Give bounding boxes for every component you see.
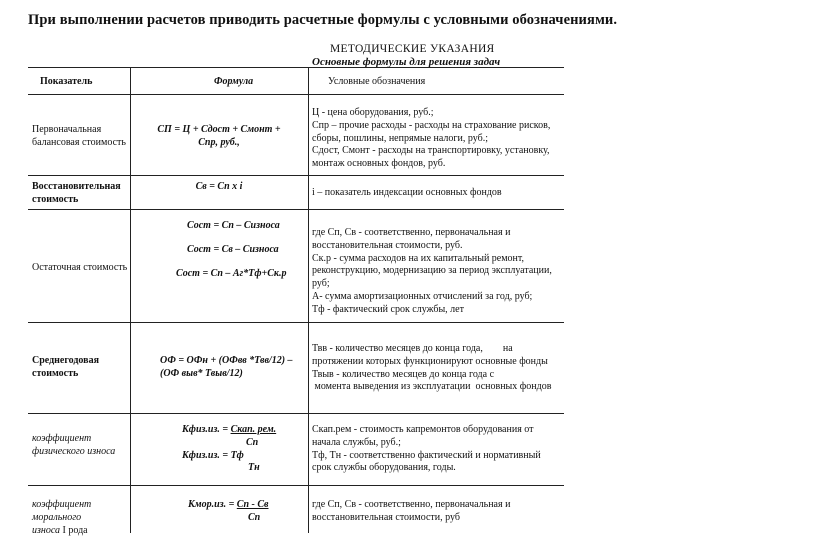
table-rule: [28, 67, 564, 68]
formula-line: [182, 450, 308, 463]
row-indicator: Остаточная стоимость: [32, 262, 128, 273]
formula-line: Сост = Сп – Аг*Тф+Ск.р: [176, 268, 287, 279]
formula-line: СП = Ц + Сдост + Смонт +: [157, 124, 281, 135]
notation-line: где Сп, Св - соответственно, первоначальная и: [312, 227, 511, 238]
notation-line: монтаж основных фондов, руб.: [312, 158, 446, 170]
row-notation: [312, 343, 564, 394]
notation-line: Спр – прочие расходы - расходы на страхование рисков,: [312, 119, 551, 131]
row-formula: [132, 124, 306, 150]
formula-line: Сост = Сп – Сизноса: [187, 220, 280, 231]
formula-numerator: Скап. рем.: [230, 424, 277, 435]
notation-line: Тф, Тн - соответственно фактический и нормативный: [312, 449, 541, 461]
table-rule: [28, 94, 564, 95]
notation-line: где Сп, Св - соответственно, первоначальная и: [312, 499, 511, 510]
formula-denominator: Сп: [246, 436, 259, 448]
formula-text: Кмор.из. =: [188, 499, 237, 510]
row-formula: [188, 499, 308, 525]
table-col-rule: [308, 67, 309, 533]
formula-line: (ОФ выв* Твыв/12): [160, 367, 243, 379]
formula-line: [182, 424, 308, 437]
indicator-line: [32, 525, 130, 537]
row-notation: [312, 227, 564, 317]
row-indicator: Среднегодовая стоимость: [32, 355, 99, 379]
page-header: При выполнении расчетов приводить расчетные формулы с условными обозначениями.: [28, 12, 618, 28]
formula-text: Кфиз.из. =: [182, 449, 231, 461]
table-col-rule: [130, 67, 131, 533]
table-rule: [28, 175, 564, 176]
notation-line: Твв - количество месяцев до конца года, на: [312, 343, 513, 354]
row-formula: [160, 355, 308, 381]
row-notation: [312, 107, 564, 171]
method-title: МЕТОДИЧЕСКИЕ УКАЗАНИЯ: [330, 43, 495, 55]
row-formula: [182, 424, 308, 475]
notation-line: Тф - фактический срок службы, лет: [312, 303, 464, 315]
notation-line: момента выведения из эксплуатации основных фондов: [312, 381, 552, 393]
notation-line: руб;: [312, 278, 330, 290]
notation-line: начала службы, руб.;: [312, 436, 401, 448]
row-notation: i – показатель индексации основных фондов: [312, 187, 502, 198]
row-indicator: Первоначальная балансовая стоимость: [32, 124, 126, 148]
table-rule: [28, 322, 564, 323]
table-rule: [28, 209, 564, 210]
notation-line: Ц - цена оборудования, руб.;: [312, 107, 434, 118]
indicator-text: I рода: [62, 524, 88, 536]
formula-text: Кфиз.из. =: [182, 424, 231, 435]
indicator-text: износа: [32, 524, 63, 536]
formula-line: ОФ = ОФн + (ОФвв *Твв/12) –: [160, 355, 293, 366]
formula-denominator: Тн: [248, 462, 260, 474]
notation-line: восстановительная стоимости, руб.: [312, 239, 463, 251]
indicator-line: коэффициент морального: [32, 499, 92, 523]
table-rule: [28, 485, 564, 486]
formula-line: [188, 499, 308, 512]
notation-line: А- сумма амортизационных отчислений за год, руб;: [312, 290, 533, 302]
row-indicator: [32, 499, 130, 537]
formula-line: Сост = Св – Сизноса: [187, 244, 279, 255]
notation-line: протяжении которых функционируют основные фонды: [312, 355, 548, 367]
notation-line: Твыв - количество месяцев до конца года с: [312, 368, 495, 380]
table-rule: [28, 413, 564, 414]
row-indicator: коэффициент физического износа: [32, 433, 116, 457]
formula-denominator: Сп: [248, 511, 261, 523]
row-formula: Св = Сп х i: [195, 181, 243, 192]
notation-line: срок службы оборудования, годы.: [312, 462, 456, 474]
notation-line: восстановительная стоимости, руб: [312, 511, 460, 523]
row-notation: [312, 424, 564, 475]
formula-numerator: Сп - Св: [236, 499, 269, 510]
notation-line: сборы, пошлины, непрямые налоги, руб.;: [312, 132, 488, 144]
row-indicator: Восстановительная стоимость: [32, 181, 121, 205]
formula-line: Спр, руб.,: [198, 136, 240, 148]
formula-numerator: Тф: [230, 449, 244, 461]
col-header-formula: Формула: [214, 76, 254, 87]
notation-line: реконструкцию, модернизацию за период эксплуатации,: [312, 265, 552, 277]
row-notation: [312, 499, 564, 525]
col-header-notation: Условные обозначения: [328, 76, 426, 87]
method-subtitle: Основные формулы для решения задач: [312, 56, 501, 68]
notation-line: Сдост, Смонт - расходы на транспортировку, установку,: [312, 145, 550, 157]
notation-line: Ск.р - сумма расходов на их капитальный ремонт,: [312, 252, 525, 264]
notation-line: Скап.рем - стоимость капремонтов оборудования от: [312, 424, 534, 435]
col-header-indicator: Показатель: [40, 76, 93, 87]
